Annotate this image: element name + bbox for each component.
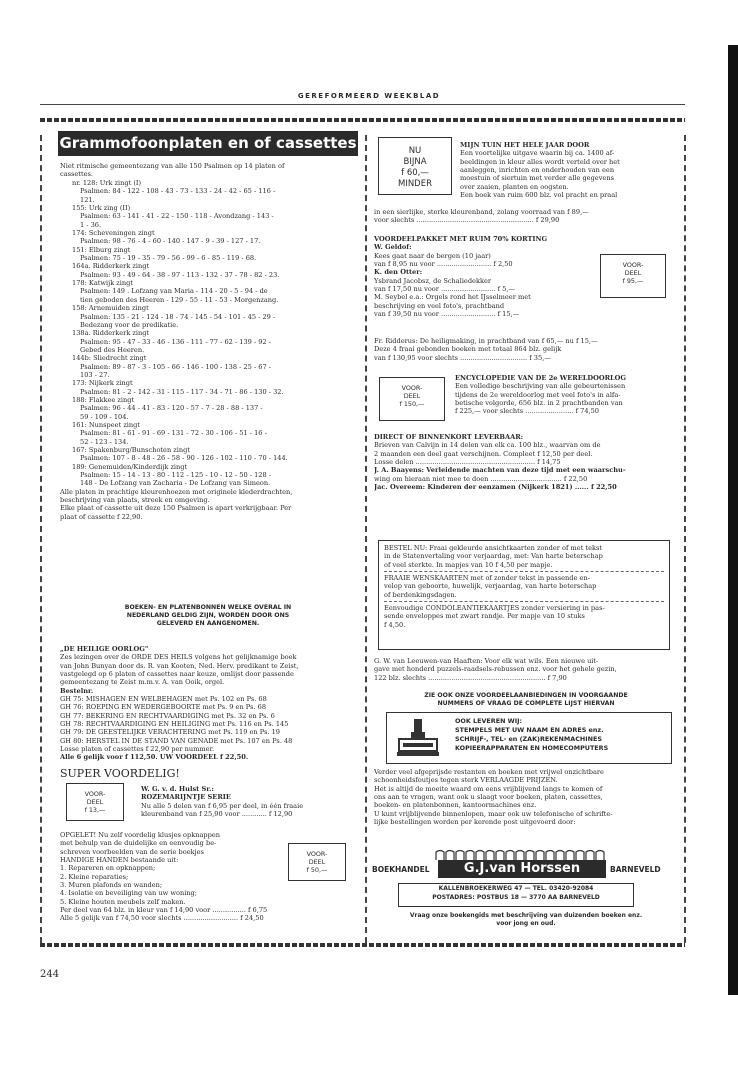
intro-line: cassettes. <box>60 170 93 179</box>
box-line: DEEL <box>86 798 104 807</box>
ency-line: Een volledige beschrijving van alle gebeurtenissen <box>455 382 626 391</box>
direct-line: 2 maanden een deel gaat verschijnen. Compleet f 12,50 per deel. <box>374 449 593 458</box>
opgelet-line: 3. Muren plafonds en wanden; <box>60 881 163 890</box>
record-line: 161: Nunspeet zingt <box>72 420 141 429</box>
box-line: f 95,— <box>622 277 644 286</box>
masthead: GEREFORMEERD WEEKBLAD <box>297 92 441 100</box>
pakket-line: M. Seybel e.a.: Orgels rond het IJsselmeer met <box>374 293 531 302</box>
opgelet-line: Alle 5 gelijk van f 74,50 voor slechts .......................... f 24,50 <box>60 914 264 923</box>
record-line: 144b: Sliedrecht zingt <box>72 354 147 363</box>
voordeelpakket-block <box>374 235 596 318</box>
gh-line: Losse platen of cassettes f 22,90 per nummer. <box>60 745 215 754</box>
box-line: f 60,— <box>401 168 429 178</box>
ridderus-block <box>374 337 678 362</box>
oorlog-line: van John Bunyan door ds. R. van Kooten, Ned. Herv. predikant te Zeist, <box>60 661 299 670</box>
hulst-line: W. G. v. d. Hulst Sr.: <box>141 785 214 793</box>
opgelet-line: schreven voorbeelden van de serie boekjes <box>60 847 204 856</box>
gh-line: GH 78: RECHTVAARDIGING EN HEILIGING met Ps. 116 en Ps. 145 <box>60 720 289 729</box>
page-edge-shadow <box>728 45 738 995</box>
gh-line: GH 77: BEKERING EN RECHTVAARDIGING met Ps. 32 en Ps. 6 <box>60 711 275 720</box>
logo-left-text: BOEKHANDEL <box>372 865 430 874</box>
record-line: 189: Genemuiden/Kinderdijk zingt <box>72 462 188 471</box>
bestelnr-label: Bestelnr. <box>60 686 94 695</box>
voordeel-box <box>288 843 346 881</box>
record-line: Psalmen: 81 - 61 - 91 - 69 - 131 - 72 - 30 - 106 - 51 - 16 - <box>80 429 267 438</box>
condo-line: f 4,50. <box>384 620 406 629</box>
right-border <box>684 135 688 943</box>
ency-line: betische volgorde, 656 blz. in 2 prachtbanden van <box>455 399 623 408</box>
record-line: nr. 128: Urk zingt (I) <box>72 179 142 187</box>
box-line: MINDER <box>397 179 433 189</box>
bottom-border <box>40 943 685 947</box>
record-line: Psalmen: 98 - 76 - 4 - 60 - 140 - 147 - 9 - 39 - 127 - 17. <box>80 237 261 246</box>
gh-line: Alle 6 gelijk voor f 112,50. UW VOORDEEL f 22,50. <box>60 753 249 762</box>
kaarten-box <box>378 540 670 650</box>
verder-block <box>374 768 678 826</box>
bonnen-line: GELEVERD EN AANGENOMEN. <box>156 620 260 627</box>
pakket-line: van f 8,95 nu voor .......................... f 2,50 <box>374 260 513 269</box>
address-box <box>398 883 634 907</box>
box-line: VOOR- <box>306 850 328 858</box>
box-line: f 13,— <box>84 806 106 815</box>
ook-text <box>455 717 665 753</box>
pakket-line: W. Geldof: <box>374 243 412 252</box>
gh-line: GH 76: ROEPING EN WEDERGEBOORTE met Ps. 9 en Ps. 68 <box>60 703 267 712</box>
verder-line: Het is altijd de moeite waard om eens vrijblijvend langs te komen of <box>374 784 603 793</box>
verder-line: lijke bestellingen worden per kerende post uitgevoerd door: <box>374 818 576 827</box>
pakket-line: Fr. Ridderus: De heiligmaking, in prachtband van f 65,— nu f 15,— <box>374 337 598 345</box>
record-line: Gebed des Heeren. <box>80 345 145 354</box>
tuin-line: Een voortelijke uitgave waarin bij ca. 1400 af- <box>460 149 615 158</box>
opgelet-line: Per deel van 64 blz. in kleur van f 14,90 voor ................ f 6,75 <box>60 906 268 915</box>
pakket-line: Kees gaat naar de bergen (10 jaar) <box>374 251 491 260</box>
leeuwen-line: gave met honderd puzzels-raadsels-rebussen enz. voor het gehele gezin, <box>374 665 617 674</box>
record-line: 173: Nijkerk zingt <box>72 379 133 388</box>
record-line: 1 - 36. <box>80 220 102 229</box>
tuin-line: aanleggen, inrichten en onderhouden van een <box>460 166 615 175</box>
record-line: Psalmen: 149 . Lofzang van Maria - 114 - 20 - 5 - 94 - de <box>80 287 268 296</box>
pakket-line: van f 17,50 nu voor .......................... f 5,— <box>374 285 516 294</box>
oorlog-line: Zes lezingen over de ORDE DES HEILS volgens het gelijknamige boek <box>60 653 297 662</box>
logo-name: G.J.van Horssen <box>438 860 606 878</box>
record-line: 121. <box>80 195 95 204</box>
masthead-rule <box>40 104 685 105</box>
left-border <box>40 135 44 943</box>
record-line: Psalmen: 107 - 8 - 48 - 26 - 58 - 90 - 126 - 102 - 110 - 70 - 144. <box>80 454 288 463</box>
hulst-line: Nu alle 5 delen van f 6,95 per deel, in één fraaie <box>141 801 304 810</box>
opgelet-line: met behulp van de duidelijke en eenvoudig be- <box>60 839 217 848</box>
stamp-icon <box>395 717 441 759</box>
fraaie-line: velop van geboorte, huwelijk, verjaardag, van harte beterschap <box>384 582 597 591</box>
record-line: Psalmen: 15 - 14 - 13 - 80 - 112 - 125 - 10 - 12 - 50 - 128 - <box>80 471 271 480</box>
record-line: 174: Scheveningen zingt <box>72 229 155 238</box>
voordeel-box <box>600 254 666 298</box>
record-line: Elke plaat of cassette uit deze 150 Psalmen is apart verkrijgbaar. Per <box>60 504 292 513</box>
record-line: 188: Flakkee zingt <box>72 395 135 404</box>
ook-line: STEMPELS MET UW NAAM EN ADRES enz. <box>455 726 604 734</box>
record-line: Psalmen: 96 - 44 - 41 - 83 - 120 - 57 - 7 - 28 - 88 - 137 - <box>80 404 263 413</box>
bestel-line: BESTEL NU: Fraai gekleurde ansichtkaarten zonder of met tekst <box>384 544 603 552</box>
pakket-line: Deze 4 fraai gebonden boeken met totaal 864 blz. gelijk <box>374 345 562 354</box>
direct-line: Jac. Overeem: Kinderen der eenzamen (Nijkerk 1821) ...... f 22,50 <box>374 483 617 492</box>
box-line: DEEL <box>308 858 326 867</box>
voordeel-box <box>66 783 124 821</box>
fraaie-line: of berdenkingsdagen. <box>384 590 457 599</box>
intro-line: Niet ritmische gemeentezang van alle 150 Psalmen op 14 platen of <box>60 162 285 170</box>
hulst-line: kleurenband van f 25,90 voor ............ f 12,90 <box>141 810 293 819</box>
opgelet-line: 2. Kleine reparaties; <box>60 872 129 881</box>
record-line: Bedezang voor de predikatie. <box>80 320 179 329</box>
opgelet-line: 5. Kleine houten meubels zelf maken. <box>60 897 186 906</box>
bestel-line: of veel sterkte. In mapjes van 10 f 4,50 per mapje. <box>384 560 553 569</box>
direct-line: J. A. Baayens: Verleidende machten van deze tijd met een waarschu- <box>374 466 626 475</box>
tuin-line: voor slechts ........................................................ f 29,90 <box>374 216 560 225</box>
tuin-line: moestuin of siertuin met verder alle gegevens <box>460 174 614 183</box>
nu-bijna-box <box>378 137 452 195</box>
address-line: KALLENBROEKERWEG 47 — TEL. 03420-92084 <box>438 885 594 892</box>
address-line: POSTADRES: POSTBUS 18 — 3770 AA BARNEVELD <box>432 894 600 901</box>
tuin-line: in een sierlijke, sterke kleurenband, zolang voorraad van f 89,— <box>374 208 589 216</box>
dash-separator <box>384 601 664 602</box>
condo-line: Eenvoudige CONDOLEANTIEKAARTJES zonder versiering in pas- <box>384 604 605 613</box>
tuin-price <box>374 208 678 225</box>
direct-line: Brieven van Calvijn in 14 delen van elk ca. 100 blz., waarvan om de <box>374 441 601 450</box>
record-line: Psalmen: 84 - 122 - 108 - 43 - 73 - 133 - 24 - 42 - 65 - 116 - <box>80 187 276 196</box>
leeuwen-line: G. W. van Leeuwen-van Haaften: Voor elk wat wils. Een nieuwe uit- <box>374 657 599 665</box>
record-line: Psalmen: 89 - 87 - 3 - 105 - 66 - 146 - 100 - 138 - 25 - 67 - <box>80 362 271 371</box>
tuin-offer <box>460 141 678 199</box>
record-line: 148 - De Lofzang van Zacharia - De Lofzang van Simeon. <box>80 479 271 488</box>
oorlog-line: vastgelegd op 6 platen of cassettes naar keuze, omlijst door passende <box>60 670 294 679</box>
record-line: 59 - 109 - 104. <box>80 412 129 421</box>
bonnen-notice <box>88 604 328 628</box>
leeuwen-line: 122 blz. slechts ........................................................ f 7,90 <box>374 673 567 682</box>
ency-line: f 225,— voor slechts ....................... f 74,50 <box>455 407 600 416</box>
bookshop-logo <box>372 849 672 881</box>
leeuwen-offer <box>374 657 678 682</box>
gh-line: GH 80: HERSTEL IN DE STAND VAN GENADE met Ps. 107 en Ps. 48 <box>60 736 293 745</box>
direct-line: wing om hieraan niet mee te doen .................................. f 22,50 <box>374 474 588 483</box>
bestel-line: in de Statenvertaling voor verjaardag, met: Van harte beterschap <box>384 552 603 561</box>
pakket-line: beschrijving en veel foto's, prachtband <box>374 301 505 310</box>
record-line: 138a. Ridderkerk zingt <box>72 329 150 338</box>
record-line: 158: Arnemuiden zingt <box>72 304 149 313</box>
record-line: 164a. Ridderkerk zingt <box>72 262 150 271</box>
logo-right-text: BARNEVELD <box>610 865 661 874</box>
verder-line: U kunt vrijblijvende binnenlopen, maar ook uw telefonische of schrifte- <box>374 809 613 818</box>
condo-line: sende enveloppes met zwart randje. Per mapje van 10 stuks <box>384 612 585 621</box>
record-line: 155: Urk zing (II) <box>72 204 131 213</box>
vraag-line: voor jong en oud. <box>496 920 556 927</box>
pakket-line: Ysbrand Jacobsz, de Schaliedekker <box>374 276 492 285</box>
encyclopedie-offer <box>455 374 677 416</box>
box-line: DEEL <box>624 269 642 278</box>
fraaie-line: FRAAIE WENSKAARTEN met of zonder tekst in passende en- <box>384 574 590 583</box>
ook-line: SCHRIJF-, TEL- en (ZAK)REKENMACHINES <box>455 735 602 743</box>
box-line: BIJNA <box>403 157 427 167</box>
tuin-line: beeldingen in kleur alles wordt verteld over het <box>460 157 620 166</box>
opgelet-line: OPGELET! Nu zelf voordelig klusjes opknappen <box>60 831 220 839</box>
pakket-line: van f 130,95 voor slechts ................................ f 35,— <box>374 353 551 362</box>
direct-line: Losse delen ......................................................... f 14,75 <box>374 458 561 467</box>
gh-line: GH 75: MISHAGEN EN WELBEHAGEN met Ps. 102 en Ps. 68 <box>60 695 267 704</box>
record-line: Psalmen: 135 - 21 - 124 - 18 - 74 - 145 - 54 - 101 - 45 - 29 - <box>80 312 276 321</box>
record-line: Psalmen: 75 - 19 - 35 - 79 - 56 - 99 - 6 - 85 - 119 - 68. <box>80 254 257 263</box>
boekengids-note <box>376 912 676 928</box>
ook-leveren-box <box>386 712 672 764</box>
record-line: Alle platen in prachtige kleurenhoezen met originele klederdrachten, <box>60 487 293 496</box>
box-line: VOOR- <box>401 384 423 392</box>
top-border <box>40 118 685 122</box>
zie-line: ZIE OOK ONZE VOORDEELAANBIEDINGEN IN VOORGAANDE <box>424 692 628 699</box>
hulst-line: ROZEMARIJNTJE SERIE <box>141 793 231 802</box>
record-line: 103 - 27. <box>80 370 110 379</box>
pakket-line: van f 39,50 nu voor .......................... f 15,— <box>374 310 520 319</box>
record-line: plaat of cassette f 22,90. <box>60 512 143 521</box>
records-title-banner: Grammofoonplaten en of cassettes <box>58 131 358 156</box>
heilige-oorlog-block <box>60 645 356 762</box>
verder-line: Verder veel afgeprijsde restanten en boeken met vrijwel onzichtbare <box>374 768 604 776</box>
pakket-line: K. den Otter: <box>374 268 423 277</box>
direct-title: DIRECT OF BINNENKORT LEVERBAAR: <box>374 433 524 441</box>
bonnen-line: NEDERLAND GELDIG ZIJN, WORDEN DOOR ONS <box>126 612 290 619</box>
box-line: NU <box>408 146 422 156</box>
column-divider <box>365 135 367 943</box>
record-line: Psalmen: 95 - 47 - 33 - 46 - 136 - 111 - 77 - 62 - 139 - 92 - <box>80 337 271 346</box>
box-line: VOOR- <box>84 790 106 798</box>
zie-line: NUMMERS OF VRAAG DE COMPLETE LIJST HIERVAN <box>437 700 615 707</box>
opgelet-line: 1. Repareren en opknappen; <box>60 864 156 873</box>
verder-line: ons aan te vragen, want ook u slaagt voor boeken, platen, cassettes, <box>374 793 603 802</box>
box-line: VOOR- <box>622 261 644 269</box>
tuin-line: Een boek van ruim 600 blz. vol pracht en praal <box>460 191 618 200</box>
voordeel-box <box>379 377 445 421</box>
box-line: DEEL <box>403 392 421 401</box>
record-line: Psalmen: 93 - 49 - 64 - 38 - 97 - 113 - 132 - 37 - 78 - 82 - 23. <box>80 270 280 279</box>
tuin-title: MIJN TUIN HET HELE JAAR DOOR <box>460 141 590 149</box>
box-line: f 150,— <box>399 400 425 409</box>
ency-title: ENCYCLOPEDIE VAN DE 2e WERELDOORLOG <box>455 374 627 382</box>
opgelet-line: 4. Isolatie en beveiliging van uw woning; <box>60 889 198 898</box>
ency-line: tijdens de 2e wereldoorlog met veel foto's in alfa- <box>455 390 621 399</box>
box-line: f 50,— <box>306 866 328 875</box>
super-voordelig-heading: SUPER VOORDELIG! <box>60 767 180 780</box>
record-line: 151: Elburg zingt <box>72 245 131 254</box>
record-line: tien geboden des Heeren - 129 - 55 - 11 - 53 - Morgenzang. <box>80 295 279 304</box>
hulst-offer <box>141 785 351 818</box>
dash-separator <box>384 571 664 572</box>
vraag-line: Vraag onze boekengids met beschrijving van duizenden boeken enz. <box>409 912 643 919</box>
opgelet-line: HANDIGE HANDEN bestaande uit: <box>60 856 179 865</box>
record-line: 167: Spakenburg/Bunschoten zingt <box>72 446 191 454</box>
gh-line: GH 79: DE GEESTELIJKE VERACHTERING met Ps. 119 en Ps. 19 <box>60 728 280 737</box>
ook-line: KOPIEERAPPARATEN EN HOMECOMPUTERS <box>455 744 609 752</box>
records-list <box>60 179 356 521</box>
records-intro <box>60 162 356 179</box>
bonnen-line: BOEKEN- EN PLATENBONNEN WELKE OVERAL IN <box>124 604 292 611</box>
tuin-line: over zaaien, planten en oogsten. <box>460 182 569 191</box>
oorlog-line: gemeentezang te Zeist m.m.v. A. van Ooik, orgel. <box>60 678 225 687</box>
verder-line: boeken- en platenbonnen, kantoormachines enz. <box>374 801 537 810</box>
verder-line: schoonheidsfoutjes tegen sterk VERLAAGDE PRIJZEN. <box>374 776 558 785</box>
direct-leverbaar-block <box>374 433 678 491</box>
record-line: beschrijving van plaats, streek en omgeving. <box>60 496 210 505</box>
record-line: Psalmen: 81 - 2 - 142 - 31 - 115 - 117 - 34 - 71 - 86 - 130 - 32. <box>80 387 284 396</box>
page-number: 244 <box>40 969 60 980</box>
record-line: 178: Katwijk zingt <box>72 279 133 288</box>
pakket-title: VOORDEELPAKKET MET RUIM 70% KORTING <box>374 235 548 243</box>
zie-ook-notice <box>380 692 672 708</box>
ook-line: OOK LEVEREN WIJ: <box>455 717 523 725</box>
record-line: 52 - 123 - 134. <box>80 437 129 446</box>
oorlog-title: „DE HEILIGE OORLOG" <box>60 645 149 653</box>
record-line: Psalmen: 63 - 141 - 41 - 22 - 150 - 118 - Avondzang - 143 - <box>80 212 274 221</box>
